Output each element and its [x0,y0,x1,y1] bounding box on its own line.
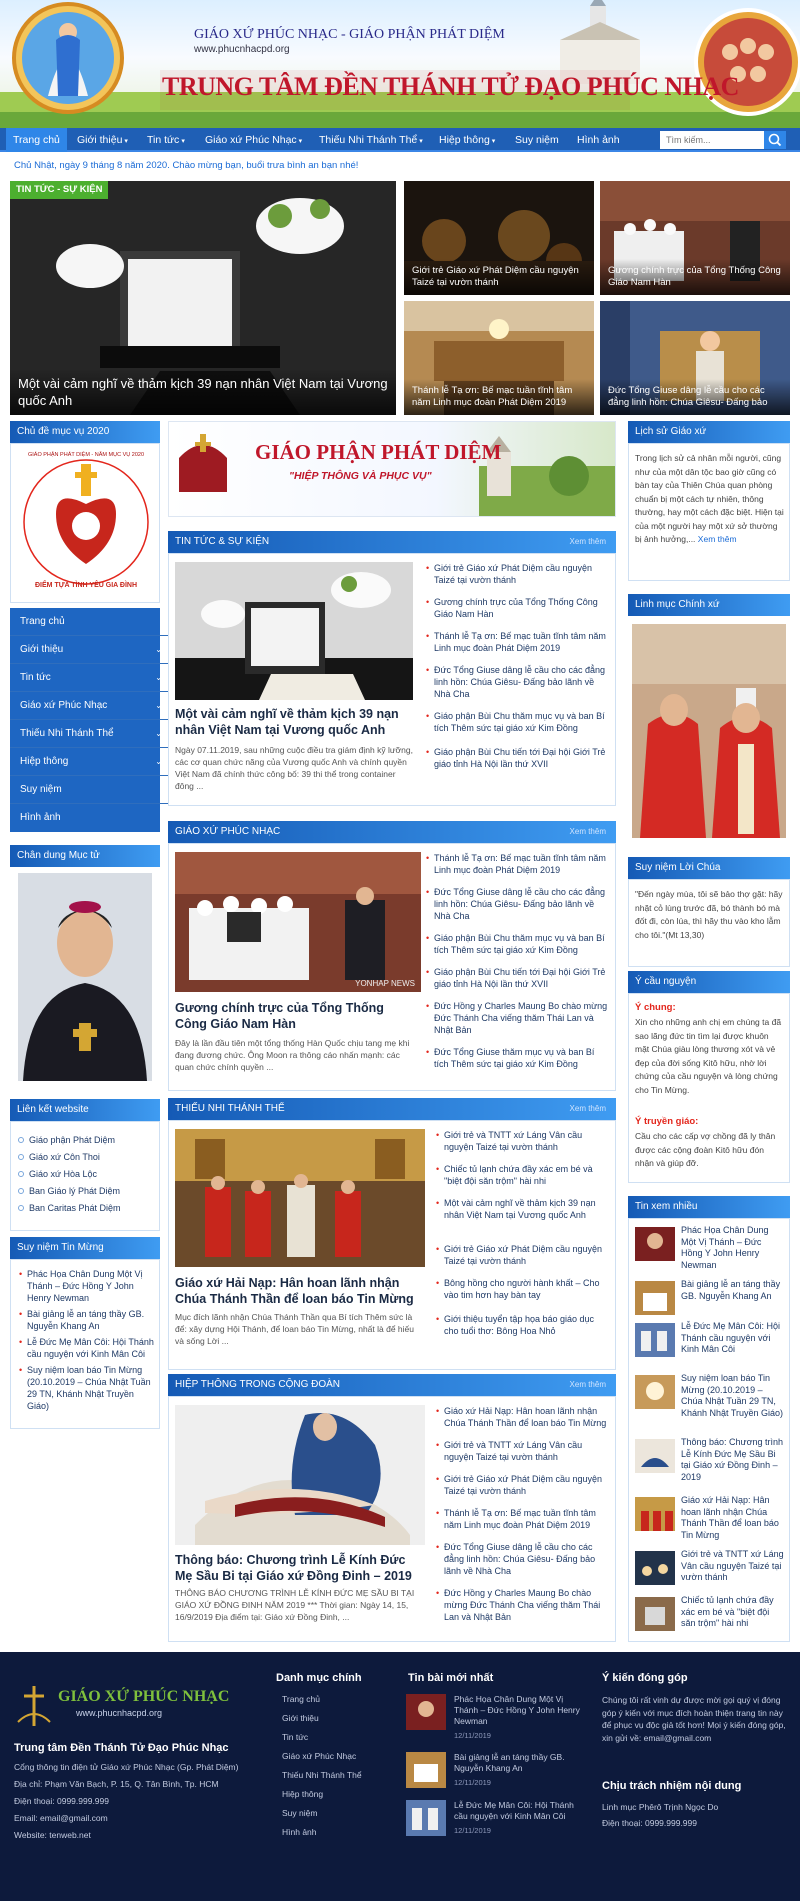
footer-category-link[interactable]: Tin tức [282,1732,309,1742]
popular-thumb [635,1439,675,1473]
lead-title[interactable]: Giáo xứ Hải Nạp: Hân hoan lãnh nhận Chúa Thánh Thần để loan báo Tin Mừng [175,1276,414,1306]
footer-church-logo-icon [14,1682,54,1730]
news-list-item[interactable]: • Bông hồng cho người hành khất – Cho vào tim hơn hay bàn tay [444,1277,610,1301]
history-box [628,443,790,581]
footer-category-link[interactable]: Trang chủ [282,1694,320,1704]
footer-latest-item[interactable] [406,1752,586,1792]
section-header-lord: Suy niệm Lời Chúa [628,857,790,879]
site-title[interactable]: TRUNG TÂM ĐỀN THÁNH TỬ ĐẠO PHÚC NHẠC [162,72,739,101]
featured-tile[interactable] [404,181,594,295]
featured-tile-title[interactable]: Giới trẻ Giáo xứ Phát Diệm cầu nguyện Taizé tại vườn thánh [404,259,594,295]
footer-latest-thumb [406,1694,446,1730]
parish-line: GIÁO XỨ PHÚC NHẠC - GIÁO PHẬN PHÁT DIỆM [194,27,505,42]
featured-tag[interactable]: TIN TỨC - SỰ KIỆN [10,181,108,199]
news-list-item[interactable]: • Giáo phận Bùi Chu thăm mục vụ và ban Bí tích Thêm sức tại giáo xứ Kim Đồng [434,710,610,734]
footer-latest-item[interactable] [406,1694,586,1742]
bullet-icon [18,1205,24,1211]
lead-photo [175,1129,425,1267]
bullet-icon [18,1137,24,1143]
footer-category-link[interactable]: Thiếu Nhi Thánh Thể [282,1770,362,1780]
priest-photo-frame[interactable] [632,624,786,838]
pastor-photo [18,873,152,1081]
nav-item-intro[interactable]: Giới thiệu ▾ [77,134,128,146]
reflection-item[interactable]: • Bài giảng lễ an táng thầy GB. Nguyễn Khang An [27,1308,155,1332]
popular-thumb [635,1497,675,1531]
news-list-item[interactable]: • Thánh lễ Tạ ơn: Bế mạc tuần tĩnh tâm năm Linh mục đoàn Phát Diệm 2019 [444,1507,610,1531]
lead-image[interactable] [175,1405,425,1545]
side-menu-item-gallery[interactable]: Hình ảnh [20,812,61,823]
footer-latest-item[interactable] [406,1800,586,1840]
section-news [168,553,616,806]
news-list-item[interactable]: • Gương chính trực của Tổng Thống Công Giáo Nam Hàn [434,596,610,620]
popular-thumb [635,1375,675,1409]
section-header-reflection: Suy niệm Tin Mừng [10,1237,160,1259]
link-item[interactable]: Giáo phận Phát Diệm [29,1134,115,1146]
side-menu-item-intro[interactable]: Giới thiệu ⌄ [10,636,170,664]
chevron-down-icon: ⌄ [155,729,162,738]
nav-item-parish[interactable]: Giáo xứ Phúc Nhạc ▾ [205,134,303,146]
section-header-history: Lịch sử Giáo xứ [628,421,790,443]
footer-address: Địa chỉ: Phạm Văn Bạch, P. 15, Q. Tân Bình, Tp. HCM [14,1779,219,1789]
news-list-item[interactable]: • Đức Hồng y Charles Maung Bo chào mừng Đức Thánh Cha viếng thăm Thái Lan và Nhật Bản [444,1587,610,1623]
see-more-link[interactable]: Xem thêm [569,1380,606,1389]
section-youth [168,1120,616,1370]
news-list-item[interactable]: • Đức Tổng Giuse dâng lễ cầu cho các đẳng linh hồn: Chúa Giêsu- Đấng bảo lãnh về Nhà Cha [434,886,610,922]
popular-title[interactable]: Bài giảng lễ an táng thầy GB. Nguyễn Khang An [681,1279,781,1301]
side-menu-item-news[interactable]: Tin tức ⌄ [10,664,170,692]
lead-photo [175,562,413,700]
prayer-general-text: Xin cho những anh chị em chúng ta đã sao lãng đức tin tìm lại được khuôn mặt Chúa giàu lòng thương xót và vẻ đẹp của đời sống Kitô hữu, nhờ lời chứng của cầu nguyện và lòng chứng cho Tin Mừng. [635,1017,782,1095]
news-list-item[interactable]: • Thánh lễ Tạ ơn: Bế mạc tuần tĩnh tâm năm Linh mục đoàn Phát Diệm 2019 [434,852,610,876]
section-header-prayer: Ý cầu nguyện [628,971,790,993]
lead-title[interactable]: Thông báo: Chương trình Lễ Kính Đức Mẹ Sầu Bi tại Giáo xứ Đồng Đinh – 2019 [175,1553,412,1583]
section-header-links: Liên kết website [10,1099,160,1121]
footer-latest-thumb [406,1752,446,1788]
history-text: Trong lịch sử cả nhân mỗi người, cũng như của một dân tộc bao giờ cũng có bàn tay của Thiên Chúa quan phòng chuẩn bị một cách tự nhiên, thông thường, hay một cách đặc biệt. Hiện tại của một người hay một xứ sở thường bị ảnh hưởng,... Xem thêm [635,453,784,544]
lord-text: "Đến ngày mùa, tôi sẽ bảo thợ gặt: hãy nhặt cỏ lùng trước đã, bó thành bó mà đốt đi, còn lúa, thì hãy thu vào kho lẫm cho tôi."(Mt 13,30) [635,889,783,940]
footer-latest-title-text[interactable]: Phác Họa Chân Dung Một Vị Thánh – Đức Hồng Y John Henry Newman [454,1694,580,1726]
news-list-item[interactable]: • Chiếc tủ lạnh chứa đầy xác em bé và "biệt đội săn trộm" hài nhi [444,1163,610,1187]
nav-item-news[interactable]: Tin tức ▾ [147,134,185,146]
side-menu-item-home[interactable]: Trang chủ [10,608,170,636]
lead-description: Đây là lần đầu tiên một tổng thống Hàn Quốc chịu tang mẹ khi đang đương chức. Ông Moon ra thông cáo nhấn mạnh: các quan chức chính quyền ... [175,1038,410,1072]
news-list-item[interactable]: • Thánh lễ Tạ ơn: Bế mạc tuần tĩnh tâm năm Linh mục đoàn Phát Diệm 2019 [434,630,610,654]
footer-center-name: Trung tâm Đền Thánh Tử Đạo Phúc Nhạc [14,1742,229,1754]
popular-thumb [635,1597,675,1631]
footer-website[interactable]: Website: tenweb.net [14,1830,91,1840]
chevron-down-icon: ⌄ [155,701,162,710]
lead-description: Mục đích lãnh nhận Chúa Thánh Thần qua Bí tích Thêm sức là để: xây dựng Hội Thánh, để loan báo Tin Mừng, nhất là để hiếu và sống Lời ... [175,1312,414,1346]
chevron-down-icon: ▾ [419,138,423,145]
website-url[interactable]: www.phucnhacpd.org [194,44,290,55]
section-header-communion: HIỆP THÔNG TRONG CỘNG ĐOÀN Xem thêm [168,1374,616,1396]
section-header-theme: Chủ đề mục vụ 2020 [10,421,160,443]
news-list-item[interactable]: • Giáo phận Bùi Chu thăm mục vụ và ban Bí tích Thêm sức tại giáo xứ Kim Đồng [434,932,610,956]
search-button[interactable] [764,131,786,149]
nav-item-home[interactable]: Trang chủ [6,128,67,152]
footer-logo-title[interactable]: GIÁO XỨ PHÚC NHẠC [58,1688,230,1705]
footer-responsible-phone: Điện thoại: 0999.999.999 [602,1818,697,1828]
nav-item-gallery[interactable]: Hình ảnh [577,134,620,146]
popular-thumb [635,1281,675,1315]
lord-box [628,879,790,967]
lead-title[interactable]: Một vài cảm nghĩ về thảm kịch 39 nạn nhân Việt Nam tại Vương quốc Anh [175,707,399,737]
lead-photo [175,852,421,992]
see-more-link[interactable]: Xem thêm [569,1104,606,1113]
news-list-item[interactable]: • Giới trẻ và TNTT xứ Láng Vân cầu nguyện Taizé tại vườn thánh [444,1129,610,1153]
footer-responsible-title: Chịu trách nhiệm nội dung [602,1780,742,1792]
popular-item[interactable] [629,1321,789,1371]
popular-title[interactable]: Thông báo: Chương trình Lễ Kính Đức Mẹ Sầu Bi tại Giáo xứ Đồng Đinh – 2019 [681,1437,783,1482]
chevron-down-icon: ⌄ [155,673,162,682]
theme-logo-caption: GIÁO PHẬN PHÁT DIỆM - NĂM MỤC VỤ 2020 [27,452,145,458]
news-list-item[interactable]: • Đức Tổng Giuse thăm mục vụ và ban Bí tích Thêm sức tại giáo xứ Kim Đồng [434,1046,610,1070]
chevron-down-icon: ▾ [491,138,496,145]
lead-description: THÔNG BÁO CHƯƠNG TRÌNH LỄ KÍNH ĐỨC MẸ SẦU BI TẠI GIÁO XỨ ĐỒNG ĐINH NĂM 2019 *** Thời gian: Ngày 14, 15, 16/9/2019 Địa điểm tại: Giáo xứ Đồng Đinh, ... [175,1588,415,1622]
popular-thumb [635,1227,675,1261]
footer-email[interactable]: Email: email@gmail.com [14,1813,108,1823]
bullet-icon [18,1171,24,1177]
side-menu-item-youth[interactable]: Thiếu Nhi Thánh Thể ⌄ [10,720,170,748]
news-list-item[interactable]: • Một vài cảm nghĩ về thảm kịch 39 nạn nhân Việt Nam tại Vương quốc Anh [444,1197,610,1221]
section-header-priest: Linh mục Chính xứ [628,594,790,616]
popular-title[interactable]: Giáo xứ Hải Nạp: Hân hoan lãnh nhận Chúa Thánh Thần để loan báo Tin Mừng [681,1495,779,1540]
popular-title[interactable]: Giới trẻ và TNTT xứ Láng Vân cầu nguyện Taizé tại vườn thánh [681,1549,784,1582]
reflection-item[interactable]: • Lễ Đức Mẹ Mân Côi: Hội Thánh cầu nguyện với Kinh Mân Côi [27,1336,155,1360]
footer-latest-date: 12/11/2019 [454,1826,491,1835]
chevron-down-icon: ▾ [181,138,185,145]
popular-title[interactable]: Phác Họa Chân Dung Một Vị Thánh – Đức Hồng Y John Henry Newman [681,1225,769,1270]
see-more-link[interactable]: Xem thêm [569,537,606,546]
featured-tile-title[interactable]: Đức Tổng Giuse dâng lễ cầu cho các đẳng linh hồn: Chúa Giêsu- Đấng bảo [600,379,790,415]
history-more-link[interactable]: Xem thêm [697,534,737,544]
featured-tile[interactable] [404,301,594,415]
side-menu-item-parish[interactable]: Giáo xứ Phúc Nhạc ⌄ [10,692,170,720]
header-banner-art [0,0,800,128]
popular-item[interactable] [629,1373,789,1433]
chevron-down-icon: ⌄ [155,757,162,766]
footer-feedback-title: Ý kiến đóng góp [602,1672,688,1684]
photo-watermark: YONHAP NEWS [355,979,415,988]
news-list-item[interactable]: • Đức Hồng y Charles Maung Bo chào mừng Đức Thánh Cha viếng thăm Thái Lan và Nhật Bản [434,1000,610,1036]
section-header-pastor: Chân dung Mục tử [10,845,160,867]
search-input[interactable] [660,131,764,149]
side-menu-item-reflection[interactable]: Suy niệm [10,776,170,804]
prayer-mission-text: Cầu cho các cấp vợ chồng đã ly thân được các cộng đoàn Kitô hữu đón nhận và giúp đỡ. [635,1131,776,1168]
banner-subtitle: "HIỆP THÔNG VÀ PHỤC VỤ" [289,470,432,482]
footer-category-link[interactable]: Giới thiệu [282,1713,319,1723]
lead-photo [175,1405,425,1545]
nav-item-communion[interactable]: Hiệp thông ▾ [439,134,496,146]
section-header-news: TIN TỨC & SỰ KIỆN Xem thêm [168,531,616,553]
news-list-item[interactable]: • Giới trẻ và TNTT xứ Láng Vân cầu nguyện Taizé tại vườn thánh [444,1439,610,1463]
popular-thumb [635,1323,675,1357]
footer-latest-title: Tin bài mới nhất [408,1672,494,1684]
main-nav [0,128,800,152]
popular-item[interactable] [629,1225,789,1277]
popular-title[interactable]: Suy niệm loan báo Tin Mừng (20.10.2019 – Chúa Nhật Tuần 29 TN, Khánh Nhật Truyền Giáo) [681,1373,784,1418]
banner-title: GIÁO PHẬN PHÁT DIỆM [255,440,502,464]
theme-logo [11,444,161,604]
diocese-banner-art [169,422,615,516]
news-list-item[interactable]: • Giới trẻ Giáo xứ Phát Diệm cầu nguyện Taizé tại vườn thánh [444,1243,610,1267]
featured-tile-title[interactable]: Thánh lễ Tạ ơn: Bế mạc tuần tĩnh tâm năm Linh mục đoàn Phát Diệm 2019 [404,379,594,415]
news-list-item[interactable]: • Giáo phận Bùi Chu tiến tới Đại hội Giới Trẻ giáo tỉnh Hà Nội lần thứ XVII [434,746,610,770]
section-header-parish: GIÁO XỨ PHÚC NHẠC Xem thêm [168,821,616,843]
section-header-youth: THIẾU NHI THÁNH THỂ Xem thêm [168,1098,616,1120]
link-item[interactable]: Giáo xứ Côn Thoi [29,1151,100,1163]
popular-title[interactable]: Lễ Đức Mẹ Mân Côi: Hội Thánh cầu nguyện với Kinh Mân Côi [681,1321,781,1354]
featured-tile-title[interactable]: Gương chính trực của Tổng Thống Công Giáo Nam Hàn [600,259,790,295]
news-list-item[interactable]: • Đức Tổng Giuse dâng lễ cầu cho các đẳng linh hồn: Chúa Giêsu- Đấng bảo lãnh về Nhà Cha [434,664,610,700]
footer-portal: Cổng thông tin điện tử Giáo xứ Phúc Nhạc (Gp. Phát Diệm) [14,1762,239,1772]
popular-box [628,1218,790,1642]
reflection-item[interactable]: • Suy niệm loan báo Tin Mừng (20.10.2019 – Chúa Nhật Tuần 29 TN, Khánh Nhật Truyền Giáo) [27,1364,155,1412]
theme-slogan: ĐIỂM TỰA TÌNH YÊU GIA ĐÌNH [35,582,137,589]
reflection-box [10,1259,160,1429]
footer-category-link[interactable]: Giáo xứ Phúc Nhạc [282,1751,357,1761]
site-header [0,0,800,128]
prayer-box [628,993,790,1183]
link-item[interactable]: Ban Caritas Phát Diệm [29,1202,121,1214]
bullet-icon [18,1188,24,1194]
chevron-down-icon: ▾ [298,138,303,145]
reflection-item[interactable]: • Phác Họa Chân Dung Một Vị Thánh – Đức Hồng Y John Henry Newman [27,1268,155,1304]
news-list-item[interactable]: • Giáo phận Bùi Chu tiến tới Đại hội Giới Trẻ giáo tỉnh Hà Nội lần thứ XVII [434,966,610,990]
footer-latest-title-text[interactable]: Bài giảng lễ an táng thầy GB. Nguyễn Khang An [454,1752,565,1773]
footer-feedback-text: Chúng tôi rất vinh dự được mời gọi quý vị đóng góp ý kiến với mục đích hoàn thiện trang tin này để phục vụ độc giả tốt hơn! Mọi ý kiến đóng góp, xin gửi về: email@gmail.com [602,1695,786,1743]
search-icon [764,131,786,149]
prayer-general-label: Ý chung: [635,1002,676,1013]
priest-photo [632,624,786,838]
nav-item-eucharistic-youth[interactable]: Thiếu Nhi Thánh Thể ▾ [319,134,423,146]
footer-responsible-name: Linh mục Phêrô Trịnh Ngọc Do [602,1802,719,1812]
bullet-icon [18,1154,24,1160]
welcome-message: Chủ Nhật, ngày 9 tháng 8 năm 2020. Chào mừng bạn, buổi trưa bình an bạn nhé! [14,160,359,171]
featured-main-title[interactable]: Một vài cảm nghĩ về thảm kịch 39 nạn nhân Việt Nam tại Vương quốc Anh [10,369,396,415]
links-box [10,1121,160,1231]
link-item[interactable]: Ban Giáo lý Phát Diệm [29,1185,120,1197]
news-list-item[interactable]: • Giới thiệu tuyển tập họa báo giáo dục cho tuổi thơ: Bông Hoa Nhỏ [444,1313,610,1337]
footer-phone: Điện thoại: 0999.999.999 [14,1796,109,1806]
news-list-item[interactable]: • Giáo xứ Hải Nạp: Hân hoan lãnh nhận Chúa Thánh Thần để loan báo Tin Mừng [444,1405,610,1429]
see-more-link[interactable]: Xem thêm [569,827,606,836]
featured-tile[interactable] [600,301,790,415]
popular-item[interactable] [629,1279,789,1319]
section-communion [168,1396,616,1642]
side-menu-item-communion[interactable]: Hiệp thông ⌄ [10,748,170,776]
chevron-down-icon: ▾ [124,138,128,145]
news-list-item[interactable]: • Giới trẻ Giáo xứ Phát Diệm cầu nguyện Taizé tại vườn thánh [444,1473,610,1497]
chevron-down-icon: ⌄ [155,645,162,654]
section-parish [168,843,616,1091]
featured-tile[interactable] [600,181,790,295]
popular-item[interactable] [629,1437,789,1493]
footer-categories-title: Danh mục chính [276,1672,362,1684]
link-item[interactable]: Giáo xứ Hòa Lộc [29,1168,97,1180]
site-footer [0,1652,800,1901]
footer-category-link[interactable]: Suy niệm [282,1808,318,1818]
footer-latest-date: 12/11/2019 [454,1731,491,1740]
prayer-mission-label: Ý truyền giáo: [635,1116,699,1127]
footer-latest-title-text[interactable]: Lễ Đức Mẹ Mân Côi: Hội Thánh cầu nguyện với Kinh Mân Côi [454,1800,574,1821]
footer-logo-site[interactable]: www.phucnhacpd.org [76,1708,163,1718]
pastor-portrait[interactable] [18,873,152,1081]
lead-image[interactable] [175,562,413,700]
popular-item[interactable] [629,1549,789,1595]
featured-main[interactable] [10,181,396,415]
news-list-item[interactable]: • Đức Tổng Giuse dâng lễ cầu cho các đẳng linh hồn: Chúa Giêsu- Đấng bảo lãnh về Nhà Cha [444,1541,610,1577]
footer-category-link[interactable]: Hiệp thông [282,1789,324,1799]
section-header-popular: Tin xem nhiều [628,1196,790,1218]
lead-description: Ngày 07.11.2019, sau những cuộc điều tra giám định kỹ lưỡng, các cơ quan chức năng của Vương quốc Anh và chính quyền Việt Nam đã chính thức công bố: 39 thi thể trong container đông ... [175,745,413,791]
lead-image[interactable] [175,1129,425,1267]
footer-latest-thumb [406,1800,446,1836]
popular-item[interactable] [629,1495,789,1547]
lead-image[interactable] [175,852,421,992]
popular-item[interactable] [629,1595,789,1641]
popular-title[interactable]: Chiếc tủ lạnh chứa đầy xác em bé và "biệt đội săn trộm" hài nhi [681,1595,774,1628]
footer-latest-date: 12/11/2019 [454,1778,491,1787]
lead-title[interactable]: Gương chính trực của Tổng Thống Công Giáo Nam Hàn [175,1001,384,1031]
popular-thumb [635,1551,675,1585]
footer-category-link[interactable]: Hình ảnh [282,1827,317,1837]
nav-item-reflection[interactable]: Suy niệm [515,134,559,146]
side-menu [10,608,160,832]
theme-logo-box [10,443,160,603]
diocese-banner[interactable] [168,421,616,517]
news-list-item[interactable]: • Giới trẻ Giáo xứ Phát Diệm cầu nguyện Taizé tại vườn thánh [434,562,610,586]
